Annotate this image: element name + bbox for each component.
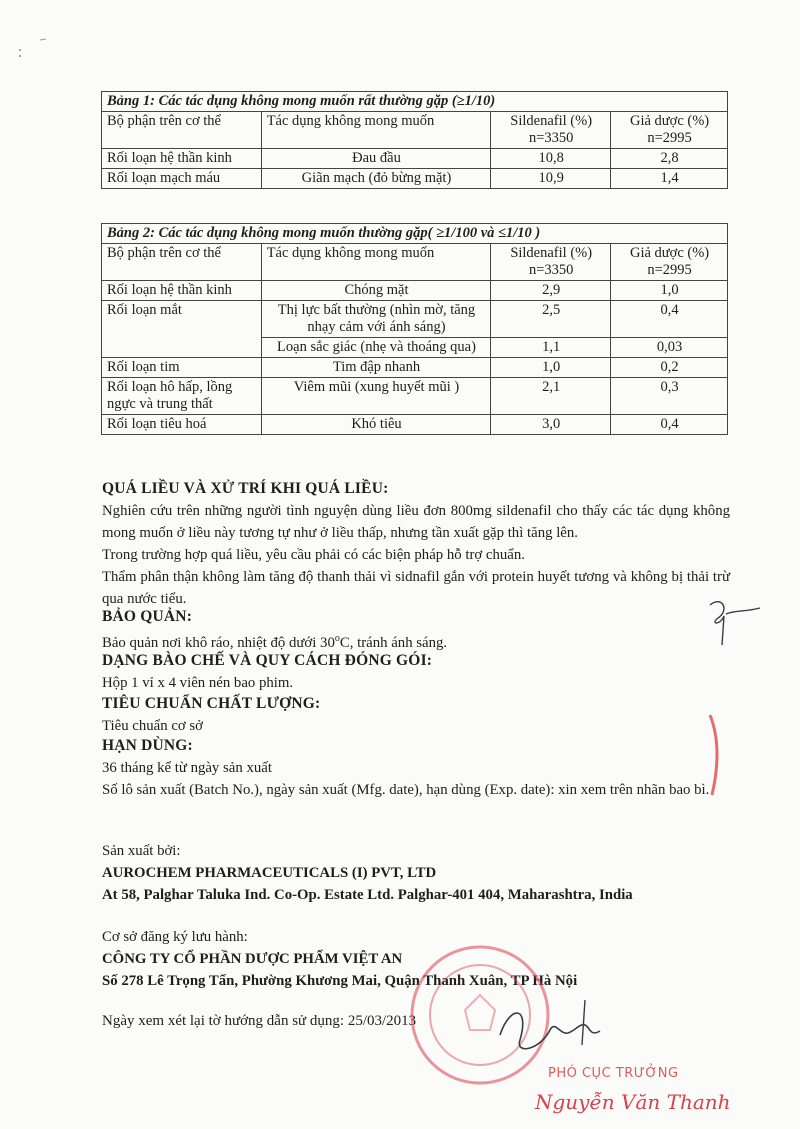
manufacturer-section	[102, 840, 730, 906]
paragraph: Trong trường hợp quá liều, yêu cầu phải có các biện pháp hỗ trợ chuẩn.	[102, 547, 525, 563]
header-sildenafil: Sildenafil (%) n=3350	[491, 244, 611, 281]
manufacturer-label: Sản xuất bởi:	[102, 843, 181, 859]
handwritten-signature	[490, 995, 610, 1065]
cell-placebo: 1,4	[611, 169, 728, 189]
section-heading: TIÊU CHUẨN CHẤT LƯỢNG:	[102, 695, 321, 712]
table-row	[102, 281, 728, 301]
registrant-address: Số 278 Lê Trọng Tấn, Phường Khương Mai, Quận Thanh Xuân, TP Hà Nội	[102, 973, 578, 989]
header-effect: Tác dụng không mong muốn	[261, 112, 491, 149]
cell-placebo: 0,2	[611, 358, 728, 378]
cell-effect: Loạn sắc giác (nhẹ và thoáng qua)	[261, 338, 491, 358]
header-body-part: Bộ phận trên cơ thể	[102, 244, 262, 281]
header-sildenafil: Sildenafil (%) n=3350	[491, 112, 611, 149]
cell-placebo: 0,03	[611, 338, 728, 358]
red-ink-mark	[700, 710, 730, 800]
cell-placebo: 1,0	[611, 281, 728, 301]
section-heading: BẢO QUẢN:	[102, 608, 193, 625]
table-row	[102, 415, 728, 435]
cell-effect: Đau đầu	[261, 149, 491, 169]
header-body-part: Bộ phận trên cơ thể	[102, 112, 262, 149]
cell-placebo: 0,4	[611, 415, 728, 435]
review-date: Ngày xem xét lại tờ hướng dẫn sử dụng: 25/03/2013	[102, 1013, 417, 1029]
cell-effect: Tim đập nhanh	[261, 358, 491, 378]
table-row	[102, 358, 728, 378]
cell-sildenafil: 2,5	[491, 301, 611, 338]
cell-body-part: Rối loạn hệ thần kinh	[102, 149, 262, 169]
paragraph: 36 tháng kể từ ngày sản xuất	[102, 760, 272, 776]
quality-standard-section	[102, 693, 730, 737]
paragraph: Bảo quản nơi khô ráo, nhiệt độ dưới 30$^o$C, tránh ánh sáng.	[102, 633, 448, 651]
paragraph: Tiêu chuẩn cơ sở	[102, 718, 203, 734]
paragraph: Hộp 1 vỉ x 4 viên nén bao phim.	[102, 675, 294, 691]
header-effect: Tác dụng không mong muốn	[261, 244, 491, 281]
cell-effect: Viêm mũi (xung huyết mũi )	[261, 378, 491, 415]
cell-body-part: Rối loạn hệ thần kinh	[102, 281, 262, 301]
section-heading: HẠN DÙNG:	[102, 737, 193, 754]
header-placebo: Giả dược (%) n=2995	[611, 112, 728, 149]
manufacturer-name: AUROCHEM PHARMACEUTICALS (I) PVT, LTD	[102, 865, 437, 881]
table-header-row	[102, 112, 728, 149]
cell-sildenafil: 1,1	[491, 338, 611, 358]
overdose-section	[102, 478, 730, 610]
cell-effect: Giãn mạch (đỏ bừng mặt)	[261, 169, 491, 189]
table-caption: Bảng 2: Các tác dụng không mong muốn thường gặp( ≥1/100 và ≤1/10 )	[102, 224, 728, 244]
table-row	[102, 378, 728, 415]
adverse-effects-table-common	[101, 223, 728, 435]
cell-sildenafil: 10,8	[491, 149, 611, 169]
cell-body-part: Rối loạn mạch máu	[102, 169, 262, 189]
cell-sildenafil: 1,0	[491, 358, 611, 378]
cell-sildenafil: 10,9	[491, 169, 611, 189]
cell-effect: Khó tiêu	[261, 415, 491, 435]
section-heading: QUÁ LIỀU VÀ XỬ TRÍ KHI QUÁ LIỀU:	[102, 480, 389, 497]
packaging-section	[102, 650, 730, 694]
signatory-title: PHÓ CỤC TRƯỞNG	[548, 1066, 679, 1081]
table-row	[102, 149, 728, 169]
table-header-row	[102, 244, 728, 281]
cell-placebo: 2,8	[611, 149, 728, 169]
adverse-effects-table-very-common	[101, 91, 728, 189]
registrant-name: CÔNG TY CỔ PHẦN DƯỢC PHẨM VIỆT AN	[102, 951, 403, 967]
paragraph: Thẩm phân thận không làm tăng độ thanh thải vì sidnafil gắn với protein huyết tương và không bị thải trừ qua nước tiểu.	[102, 569, 730, 607]
scan-specks	[14, 28, 54, 68]
cell-placebo: 0,3	[611, 378, 728, 415]
cell-body-part: Rối loạn hô hấp, lồng ngực và trung thất	[102, 378, 262, 415]
cell-effect: Thị lực bất thường (nhìn mờ, tăng nhạy cảm với ánh sáng)	[261, 301, 491, 338]
registrant-label: Cơ sở đăng ký lưu hành:	[102, 929, 248, 945]
expiry-section	[102, 735, 724, 801]
cell-effect: Chóng mặt	[261, 281, 491, 301]
cell-body-part: Rối loạn mắt	[102, 301, 262, 358]
table-caption: Bảng 1: Các tác dụng không mong muốn rất thường gặp (≥1/10)	[102, 92, 728, 112]
header-placebo: Giả dược (%) n=2995	[611, 244, 728, 281]
cell-sildenafil: 2,9	[491, 281, 611, 301]
cell-sildenafil: 2,1	[491, 378, 611, 415]
cell-sildenafil: 3,0	[491, 415, 611, 435]
margin-initials	[700, 590, 770, 650]
table-row	[102, 169, 728, 189]
cell-body-part: Rối loạn tim	[102, 358, 262, 378]
paragraph: Nghiên cứu trên những người tình nguyện dùng liều đơn 800mg sildenafil cho thấy các tác dụng không mong muốn ở liều này tương tự như ở liều thấp, nhưng tần xuất gặp thì tăng lên.	[102, 503, 730, 541]
paragraph: Số lô sản xuất (Batch No.), ngày sản xuất (Mfg. date), hạn dùng (Exp. date): xin xem trên nhãn bao bì.	[102, 782, 710, 798]
table-row	[102, 301, 728, 338]
cell-placebo: 0,4	[611, 301, 728, 338]
section-heading: DẠNG BÀO CHẾ VÀ QUY CÁCH ĐÓNG GÓI:	[102, 652, 433, 669]
cell-body-part: Rối loạn tiêu hoá	[102, 415, 262, 435]
manufacturer-address: At 58, Palghar Taluka Ind. Co-Op. Estate Ltd. Palghar-401 404, Maharashtra, India	[102, 887, 633, 903]
storage-section	[102, 606, 730, 654]
signatory-name: Nguyễn Văn Thanh	[535, 1090, 731, 1114]
